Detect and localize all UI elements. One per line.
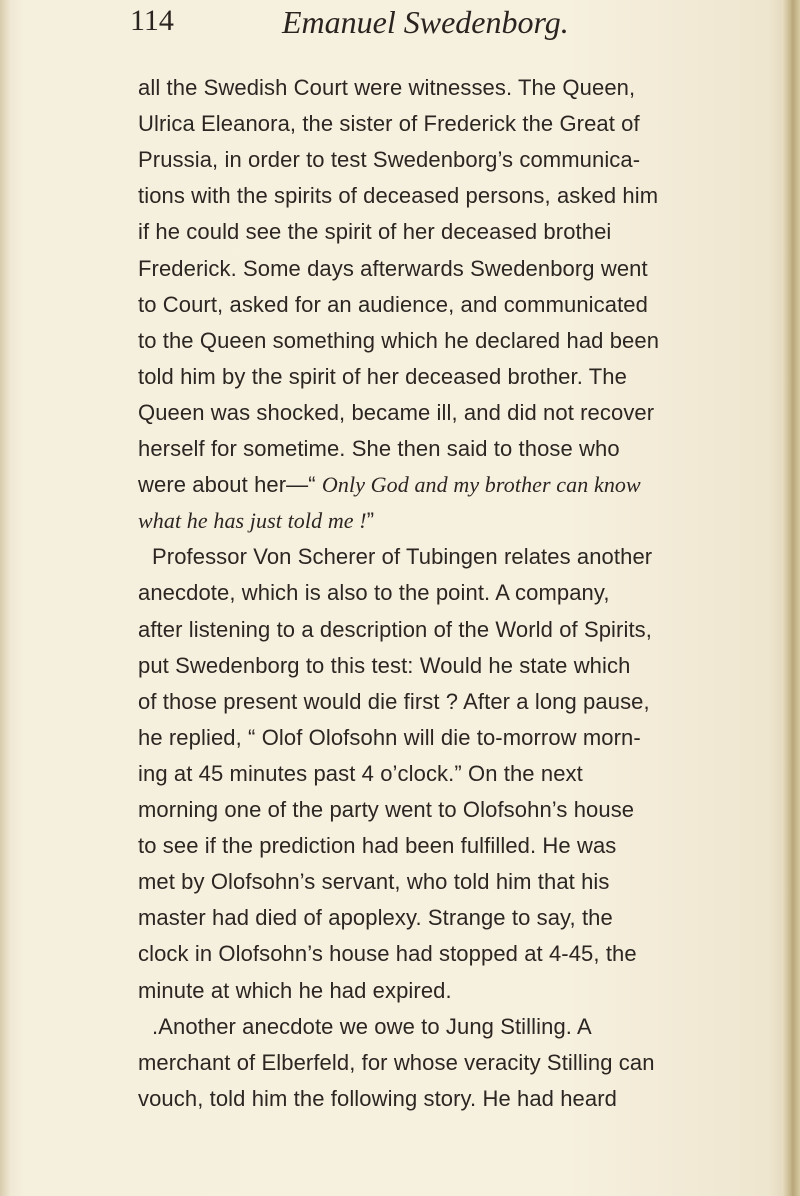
text-line bbox=[138, 142, 640, 178]
line-text: vouch, told him the following story. He had heard bbox=[138, 1085, 617, 1111]
text-line bbox=[138, 323, 659, 359]
line-text: he replied, “ Olof Olofsohn will die to-morrow morn- bbox=[138, 724, 641, 750]
line-text: to see if the prediction had been fulfilled. He was bbox=[138, 833, 617, 859]
line-text: to the Queen something which he declared had been bbox=[138, 327, 660, 353]
text-line bbox=[138, 1045, 655, 1081]
line-text: morning one of the party went to Olofsohn’s house bbox=[138, 797, 635, 822]
line-text: told him by the spirit of her deceased brother. The bbox=[138, 363, 627, 389]
line-text: .Another anecdote we owe to Jung Stilling. A bbox=[152, 1013, 592, 1039]
line-text: Professor Von Scherer of Tubingen relates another bbox=[152, 544, 653, 570]
text-line bbox=[138, 792, 634, 828]
line-text: if he could see the spirit of her deceased brothei bbox=[138, 219, 612, 245]
text-line bbox=[138, 106, 640, 142]
text-line bbox=[138, 251, 648, 287]
line-text: clock in Olofsohn’s house had stopped at 4-45, the bbox=[138, 941, 637, 967]
text-line bbox=[138, 828, 616, 864]
line-text: master had died of apoplexy. Strange to say, the bbox=[138, 905, 613, 931]
text-line bbox=[138, 1081, 617, 1117]
text-line bbox=[138, 612, 652, 648]
text-line bbox=[138, 395, 654, 431]
text-line bbox=[138, 864, 610, 900]
line-text: tions with the spirits of deceased persons, asked him bbox=[138, 183, 659, 209]
line-text: Queen was shocked, became ill, and did not recover bbox=[138, 399, 655, 425]
line-text: merchant of Elberfeld, for whose veracity Stilling can bbox=[138, 1049, 655, 1075]
text-line bbox=[138, 575, 610, 611]
line-text: ing at 45 minutes past 4 o’clock.” On the next bbox=[138, 760, 583, 786]
line-text: were about her—“ bbox=[138, 472, 322, 498]
text-line bbox=[138, 70, 635, 106]
running-title: Emanuel Swedenborg. bbox=[282, 4, 569, 40]
line-text: all the Swedish Court were witnesses. The Queen, bbox=[138, 75, 636, 100]
text-line bbox=[138, 756, 583, 792]
line-text: met by Olofsohn’s servant, who told him that his bbox=[138, 869, 610, 895]
text-line bbox=[138, 431, 620, 467]
line-text: to Court, asked for an audience, and communicated bbox=[138, 291, 648, 317]
text-line bbox=[138, 178, 658, 214]
line-text: Frederick. Some days afterwards Swedenborg went bbox=[138, 255, 648, 281]
page-number: 114 bbox=[130, 4, 174, 37]
page-header bbox=[130, 4, 690, 48]
text-line bbox=[138, 900, 613, 936]
line-text: anecdote, which is also to the point. A company, bbox=[138, 580, 610, 606]
line-text: put Swedenborg to this test: Would he state which bbox=[138, 652, 631, 678]
text-line bbox=[152, 1009, 592, 1045]
text-line bbox=[138, 503, 374, 539]
line-text: Ulrica Eleanora, the sister of Frederick the Great of bbox=[138, 111, 640, 137]
line-text: after listening to a description of the World of Spirits, bbox=[138, 616, 652, 642]
text-line bbox=[138, 648, 630, 684]
italic-quote: Only God and my brother can know bbox=[321, 472, 641, 498]
line-text: herself for sometime. She then said to those who bbox=[138, 436, 620, 461]
text-line bbox=[138, 214, 611, 250]
italic-quote: what he has just told me ! bbox=[138, 508, 367, 534]
text-line bbox=[138, 936, 637, 972]
page-edge bbox=[782, 0, 800, 1196]
text-line bbox=[138, 287, 648, 323]
line-text: minute at which he had expired. bbox=[138, 977, 452, 1003]
line-text: Prussia, in order to test Swedenborg’s communica- bbox=[138, 147, 641, 173]
text-line bbox=[152, 539, 652, 575]
text-line bbox=[138, 359, 627, 395]
text-line bbox=[138, 720, 641, 756]
text-line bbox=[138, 467, 641, 503]
line-text: ” bbox=[366, 508, 375, 534]
page-gutter bbox=[0, 0, 10, 1196]
text-line bbox=[138, 973, 452, 1009]
line-text: of those present would die first ? After a long pause, bbox=[138, 688, 650, 714]
text-line bbox=[138, 684, 650, 720]
